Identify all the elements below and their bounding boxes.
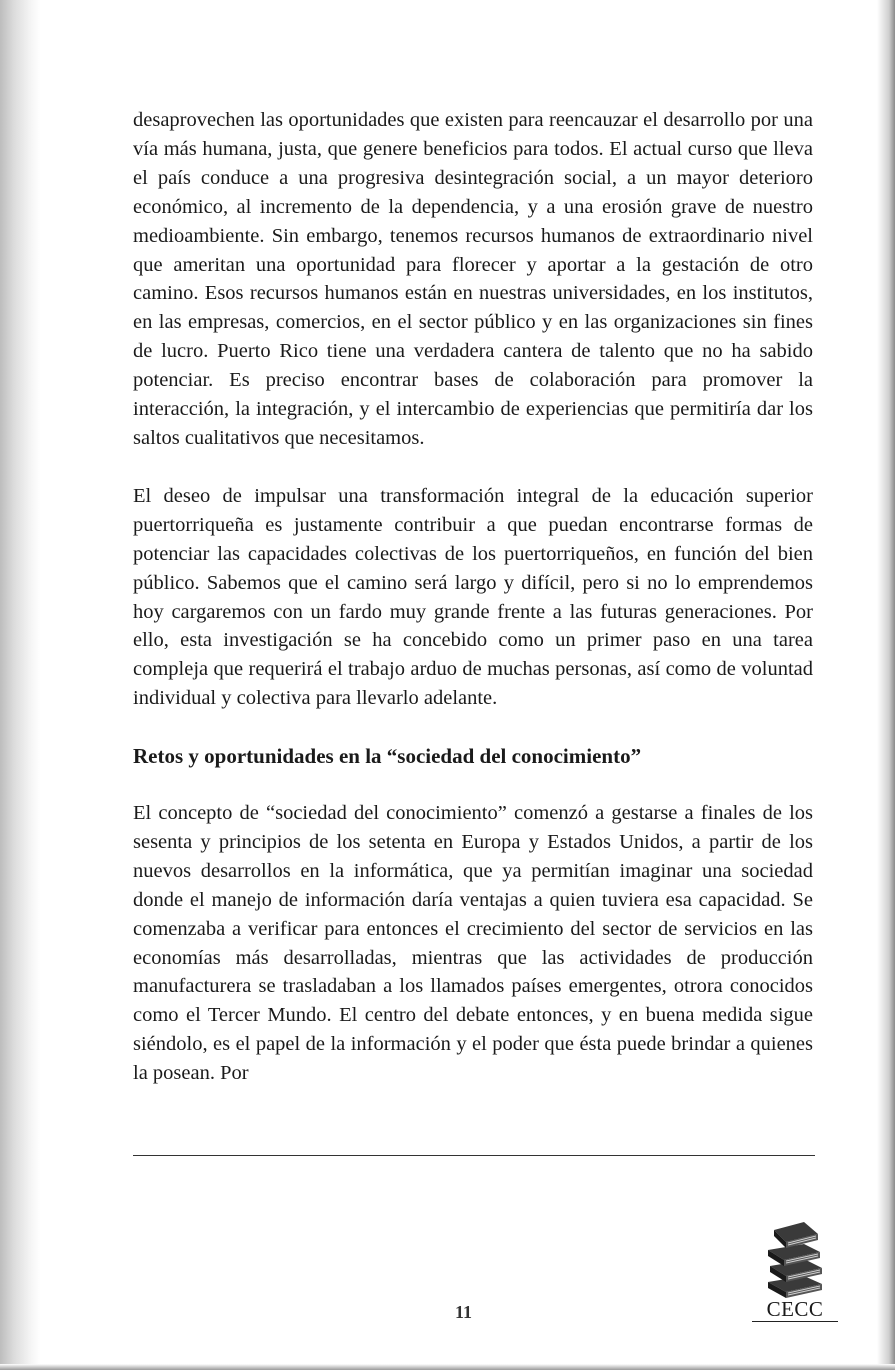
stack-of-books-icon xyxy=(764,1218,826,1300)
logo-text: CECC xyxy=(752,1298,838,1322)
footer-rule xyxy=(133,1155,815,1156)
body-paragraph-1: desaprovechen las oportunidades que existen para reencauzar el desarrollo por una vía más humana, justa, que genere beneficios para todos. El actual curso que lleva el país conduce a una progresiva desintegración social, a un mayor deterioro económico, al incremento de la dependencia, y a una erosión grave de nuestro medioambiente. Sin embargo, tenemos recursos humanos de extraordinario nivel que ameritan una oportunidad para florecer y aportar a la gestación de otro camino. Esos recursos humanos están en nuestras universidades, en los institutos, en las empresas, comercios, en el sector público y en las organizaciones sin fines de lucro. Puerto Rico tiene una verdadera cantera de talento que no ha sabido potenciar. Es preciso encontrar bases de colaboración para promover la interacción, la integración, y el intercambio de experiencias que permitiría dar los saltos cualitativos que necesitamos. xyxy=(133,109,813,449)
page-number: 11 xyxy=(455,1302,473,1322)
page-binding-shadow xyxy=(0,0,40,1370)
page-right-edge xyxy=(877,0,895,1370)
page-body xyxy=(133,106,813,1088)
page-bottom-edge xyxy=(0,1364,895,1370)
section-heading: Retos y oportunidades en la “sociedad del conocimiento” xyxy=(133,744,642,769)
cecc-logo xyxy=(752,1218,844,1328)
section-paragraph: El concepto de “sociedad del conocimiento” comenzó a gestarse a finales de los sesenta y principios de los setenta en Europa y Estados Unidos, a partir de los nuevos desarrollos en la informática, que ya permitían imaginar una sociedad donde el manejo de información daría ventajas a quien tuviera esa capacidad. Se comenzaba a verificar para entonces el crecimiento del sector de servicios en las economías más desarrolladas, mientras que las actividades de producción manufacturera se trasladaban a los llamados países emergentes, otrora conocidos como el Tercer Mundo. El centro del debate entonces, y en buena medida sigue siéndolo, es el papel de la información y el poder que ésta puede brindar a quienes la posean. Por xyxy=(133,802,813,1085)
body-paragraph-2: El deseo de impulsar una transformación integral de la educación superior puertorriqueña es justamente contribuir a que puedan encontrarse formas de potenciar las capacidades colectivas de los puertorriqueños, en función del bien público. Sabemos que el camino será largo y difícil, pero si no lo emprendemos hoy cargaremos con un fardo muy grande frente a las futuras generaciones. Por ello, esta investigación se ha concebido como un primer paso en una tarea compleja que requerirá el trabajo arduo de muchas personas, así como de voluntad individual y colectiva para llevarlo adelante. xyxy=(133,484,813,710)
